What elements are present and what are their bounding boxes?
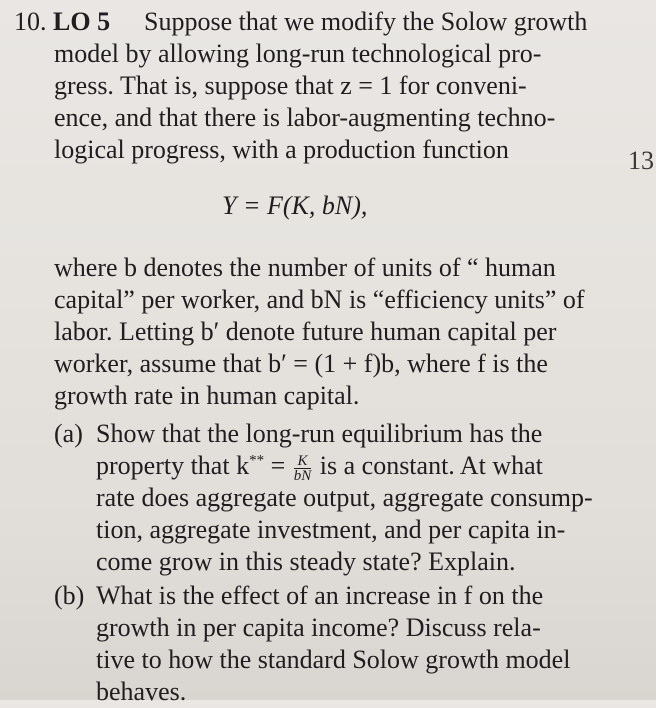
- intro-line-2: model by allowing long-run technological pro-: [54, 39, 542, 68]
- production-function-formula: Y = F(K, bN),: [222, 191, 368, 220]
- problem-intro: [54, 6, 590, 166]
- problem-number-text: 10.: [14, 7, 47, 36]
- part-b-line-3: tive to how the standard Solow growth model: [96, 645, 571, 674]
- part-b-text: [96, 580, 596, 708]
- part-a-line-3: rate does aggregate output, aggregate consump-: [96, 483, 593, 512]
- part-a-line-5: come grow in this steady state? Explain.: [96, 547, 516, 576]
- intro-line-4: ence, and that there is labor-augmenting techno-: [54, 103, 556, 132]
- part-a-property-text: property that k: [96, 451, 250, 480]
- fraction-denominator: bN: [293, 467, 312, 484]
- margin-page-number: 13: [628, 146, 654, 175]
- part-a-text: [96, 418, 596, 578]
- learning-objective-label: LO 5: [53, 7, 111, 36]
- definition-line-4: worker, assume that b′ = (1 + f)b, where f is the: [54, 349, 548, 378]
- part-a-constant-text: is a constant. At what: [313, 451, 543, 480]
- capital-per-efficiency-fraction: [294, 454, 312, 483]
- part-a-line-2: [96, 450, 596, 482]
- double-star-superscript: **: [249, 452, 265, 469]
- part-b-label: (b): [54, 581, 85, 610]
- definition-line-2: capital” per worker, and bN is “efficiency units” of: [54, 285, 585, 314]
- part-a-label: (a): [54, 419, 83, 448]
- intro-line-1: Suppose that we modify the Solow growth: [144, 7, 588, 36]
- definition-line-1: where b denotes the number of units of “ human: [54, 253, 556, 282]
- part-a-line-4: tion, aggregate investment, and per capita in-: [96, 515, 566, 544]
- part-b-line-2: growth in per capita income? Discuss rela-: [96, 613, 541, 642]
- definition-line-5: growth rate in human capital.: [54, 381, 360, 410]
- equals-sign: =: [264, 451, 292, 480]
- part-a-line-1: Show that the long-run equilibrium has the: [96, 419, 543, 448]
- fraction-numerator: K: [294, 454, 312, 469]
- intro-line-3: gress. That is, suppose that z = 1 for conveni-: [54, 71, 527, 100]
- part-b-line-1: What is the effect of an increase in f on the: [96, 581, 544, 610]
- intro-line-5: logical progress, with a production function: [54, 135, 509, 164]
- part-b-line-4: behaves.: [96, 677, 187, 706]
- problem-definitions: [54, 252, 590, 412]
- definition-line-3: labor. Letting b′ denote future human capital per: [54, 317, 557, 346]
